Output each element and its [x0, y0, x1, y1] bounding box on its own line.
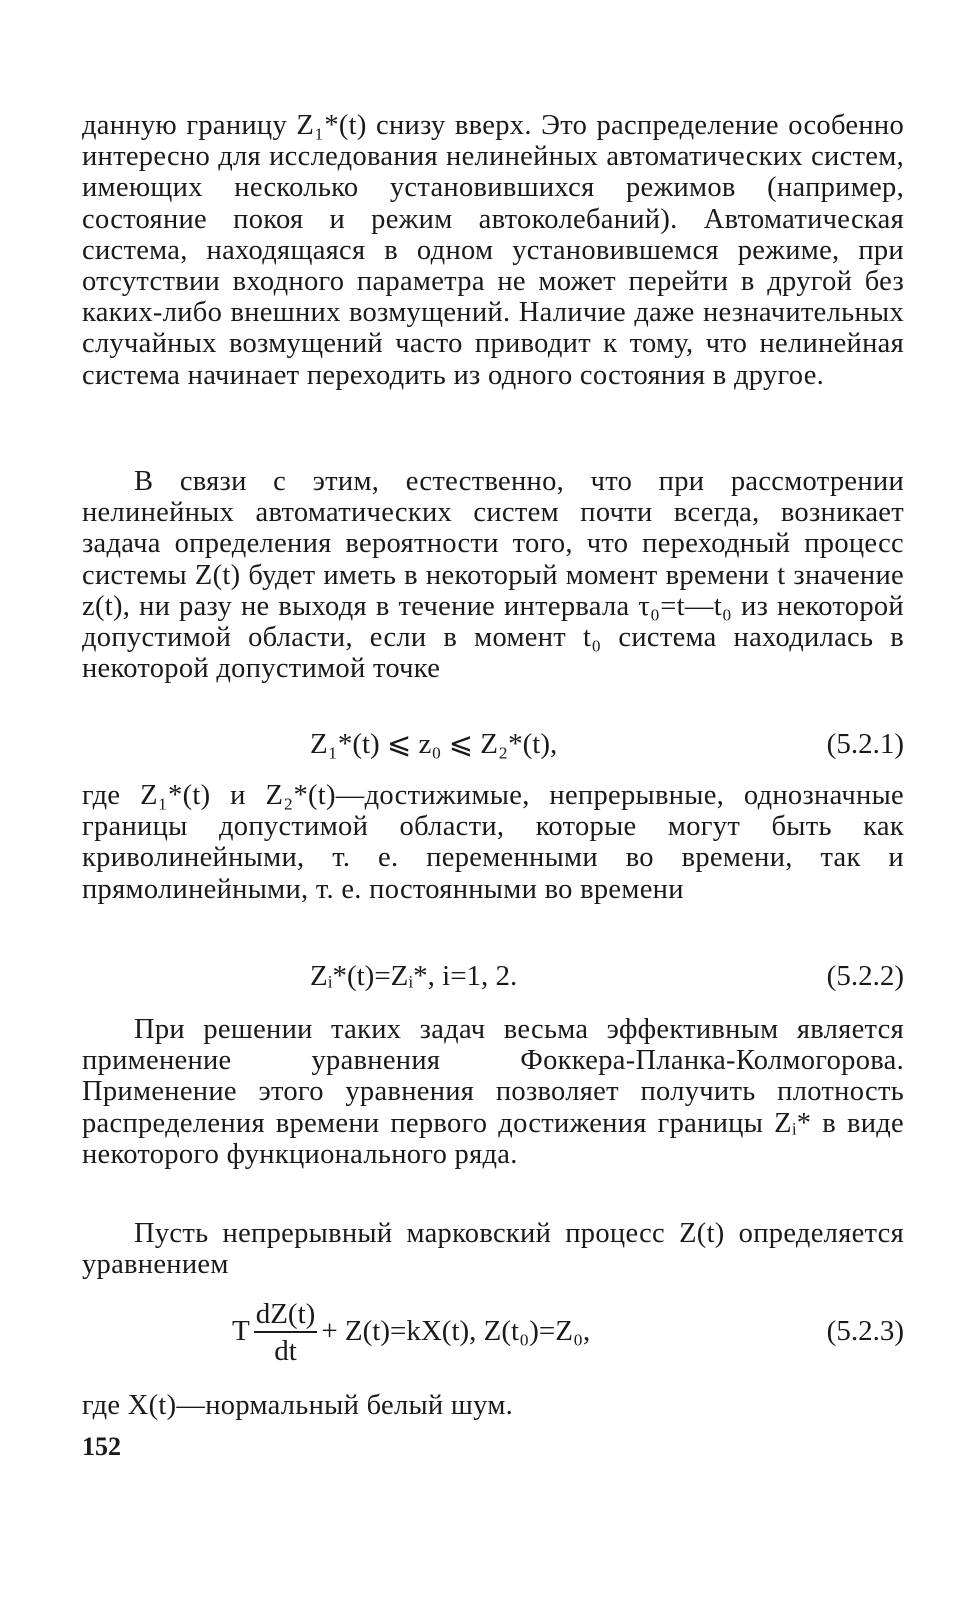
- equation-5-2-2: [82, 956, 904, 996]
- paragraph-6-block: [82, 1390, 904, 1421]
- equation-5-2-3-rest: + Z(t)=kX(t), Z(t₀)=Z₀,: [321, 1315, 591, 1347]
- paragraph-2: В связи с этим, естественно, что при рассмотрении нелинейных автоматических систем почти всегда, возникает задача определения вероятности того, что переходный процесс системы Z(t) будет иметь в некоторый момент времени t значение z(t), ни разу не выходя в течение интервала τ₀=t—t₀ из некоторой допустимой области, если в момент t₀ система находилась в некоторой допустимой точке: [82, 466, 904, 685]
- paragraph-1: данную границу Z₁*(t) снизу вверх. Это распределение особенно интересно для исследования нелинейных автоматических систем, имеющих несколько установившихся режимов (например, состояние покоя и режим автоколебаний). Автоматическая система, находящаяся в одном установившемся режиме, при отсутствии входного параметра не может перейти в другой без каких-либо внешних возмущений. Наличие даже незначительных случайных возмущений часто приводит к тому, что нелинейная система начинает переходить из одного состояния в другое.: [82, 110, 904, 391]
- equation-5-2-3: [82, 1295, 904, 1375]
- paragraph-4-block: [82, 1014, 904, 1170]
- equation-5-2-1-formula: Z₁*(t) ⩽ z₀ ⩽ Z₂*(t),: [310, 728, 558, 760]
- paragraph-3-block: [82, 780, 904, 905]
- equation-5-2-2-formula: Zᵢ*(t)=Zᵢ*, i=1, 2.: [310, 960, 518, 992]
- equation-5-2-3-fraction: [254, 1297, 318, 1369]
- paragraph-1-block: [82, 110, 904, 391]
- paragraph-6: где X(t)—нормальный белый шум.: [82, 1390, 514, 1421]
- paragraph-5: Пусть непрерывный марковский процесс Z(t) определяется уравнением: [82, 1218, 904, 1281]
- equation-5-2-3-numerator: dZ(t): [254, 1297, 318, 1333]
- equation-5-2-3-denominator: dt: [274, 1335, 297, 1368]
- equation-5-2-3-lead: T: [232, 1315, 250, 1347]
- equation-5-2-3-formula: [232, 1295, 590, 1369]
- paragraph-5-block: [82, 1218, 904, 1280]
- paragraph-4: При решении таких задач весьма эффективным является применение уравнения Фоккера-Планка-Колмогорова. Применение этого уравнения позволяет получить плотность распределения времени первого достижения границы Zᵢ* в виде некоторого функционального ряда.: [82, 1014, 904, 1170]
- equation-5-2-1: [82, 724, 904, 764]
- page-number: 152: [82, 1432, 121, 1461]
- paragraph-3: где Z₁*(t) и Z₂*(t)—достижимые, непрерывные, однозначные границы допустимой области, которые могут быть как криволинейными, т. е. переменными во времени, так и прямолинейными, т. е. постоянными во времени: [82, 780, 904, 905]
- equation-5-2-1-number: (5.2.1): [826, 728, 904, 760]
- equation-5-2-2-number: (5.2.2): [826, 960, 904, 992]
- paragraph-2-block: [82, 466, 904, 684]
- equation-5-2-3-number: (5.2.3): [826, 1315, 904, 1347]
